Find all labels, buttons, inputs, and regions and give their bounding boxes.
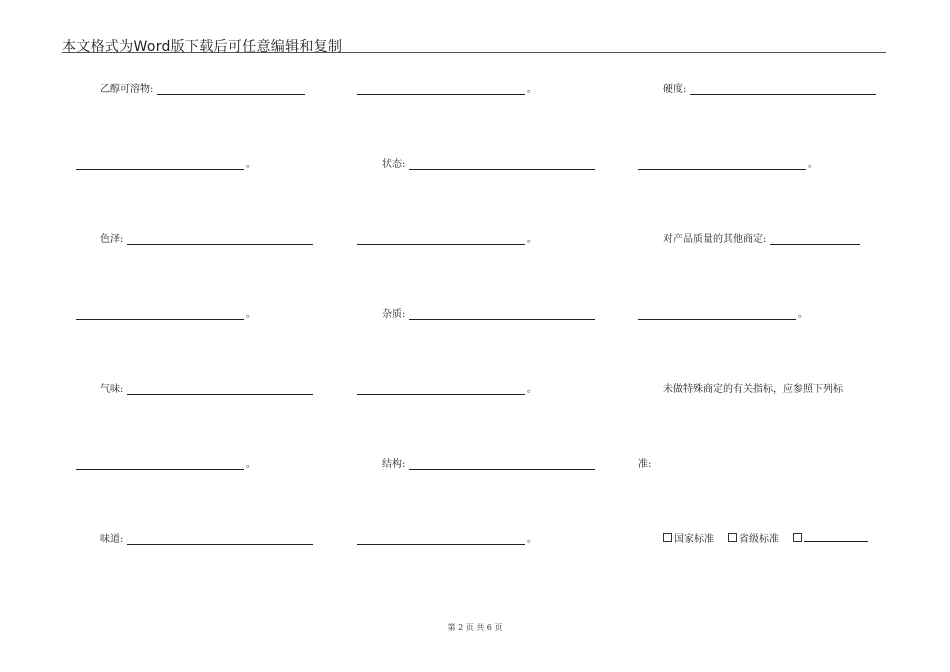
fill-blank[interactable] xyxy=(409,169,595,170)
period-mark: 。 xyxy=(527,84,537,95)
provincial-standard-checkbox[interactable] xyxy=(728,533,737,542)
period-mark: 。 xyxy=(246,459,256,470)
fill-blank[interactable] xyxy=(770,244,860,245)
fill-blank[interactable] xyxy=(157,94,305,95)
fill-blank[interactable] xyxy=(409,319,595,320)
field-label: 乙醇可溶物: xyxy=(100,84,154,95)
continuation-blank xyxy=(357,530,537,545)
field-impurity xyxy=(382,305,595,320)
fill-blank[interactable] xyxy=(76,169,244,170)
paragraph-text: 准: xyxy=(638,459,652,470)
period-mark: 。 xyxy=(798,309,808,320)
continuation-blank xyxy=(357,230,537,245)
header-divider xyxy=(62,52,886,53)
period-mark: 。 xyxy=(527,384,537,395)
provincial-standard-label: 省级标准 xyxy=(739,534,779,545)
period-mark: 。 xyxy=(808,159,818,170)
paragraph-text: 未做特殊商定的有关指标，应参照下列标 xyxy=(663,384,843,395)
field-structure xyxy=(382,455,595,470)
fill-blank[interactable] xyxy=(409,469,595,470)
field-other-quality xyxy=(663,230,860,245)
field-state xyxy=(382,155,595,170)
fill-blank[interactable] xyxy=(127,244,313,245)
fill-blank[interactable] xyxy=(76,469,244,470)
field-color xyxy=(100,230,313,245)
field-label: 气味: xyxy=(100,384,124,395)
national-standard-label: 国家标准 xyxy=(674,534,714,545)
field-odor xyxy=(100,380,313,395)
standard-options xyxy=(663,530,868,545)
field-label: 对产品质量的其他商定: xyxy=(663,234,767,245)
fill-blank[interactable] xyxy=(357,394,525,395)
fill-blank[interactable] xyxy=(357,94,525,95)
field-label: 杂质: xyxy=(382,309,406,320)
continuation-blank xyxy=(76,155,256,170)
field-ethanol-soluble xyxy=(100,80,305,95)
continuation-blank xyxy=(357,80,537,95)
period-mark: 。 xyxy=(527,234,537,245)
field-hardness xyxy=(663,80,876,95)
fill-blank[interactable] xyxy=(357,244,525,245)
other-standard-checkbox[interactable] xyxy=(793,533,802,542)
field-label: 色泽: xyxy=(100,234,124,245)
fill-blank[interactable] xyxy=(76,319,244,320)
period-mark: 。 xyxy=(246,159,256,170)
continuation-blank xyxy=(76,305,256,320)
continuation-blank xyxy=(357,380,537,395)
field-label: 状态: xyxy=(382,159,406,170)
document-header-title: 本文格式为Word版下载后可任意编辑和复制 xyxy=(62,39,343,55)
period-mark: 。 xyxy=(527,534,537,545)
continuation-blank xyxy=(76,455,256,470)
period-mark: 。 xyxy=(246,309,256,320)
fill-blank[interactable] xyxy=(690,94,876,95)
field-label: 味道: xyxy=(100,534,124,545)
national-standard-checkbox[interactable] xyxy=(663,533,672,542)
fill-blank[interactable] xyxy=(127,394,313,395)
fill-blank[interactable] xyxy=(127,544,313,545)
field-label: 结构: xyxy=(382,459,406,470)
page-number: 第 2 页 共 6 页 xyxy=(447,623,503,632)
fill-blank[interactable] xyxy=(638,319,796,320)
fill-blank[interactable] xyxy=(638,169,806,170)
unspecified-indicators-text xyxy=(663,380,843,395)
standard-continuation xyxy=(638,455,651,470)
continuation-blank xyxy=(638,155,818,170)
field-label: 硬度: xyxy=(663,84,687,95)
continuation-blank xyxy=(638,305,808,320)
field-taste xyxy=(100,530,313,545)
fill-blank[interactable] xyxy=(357,544,525,545)
fill-blank[interactable] xyxy=(804,541,868,542)
